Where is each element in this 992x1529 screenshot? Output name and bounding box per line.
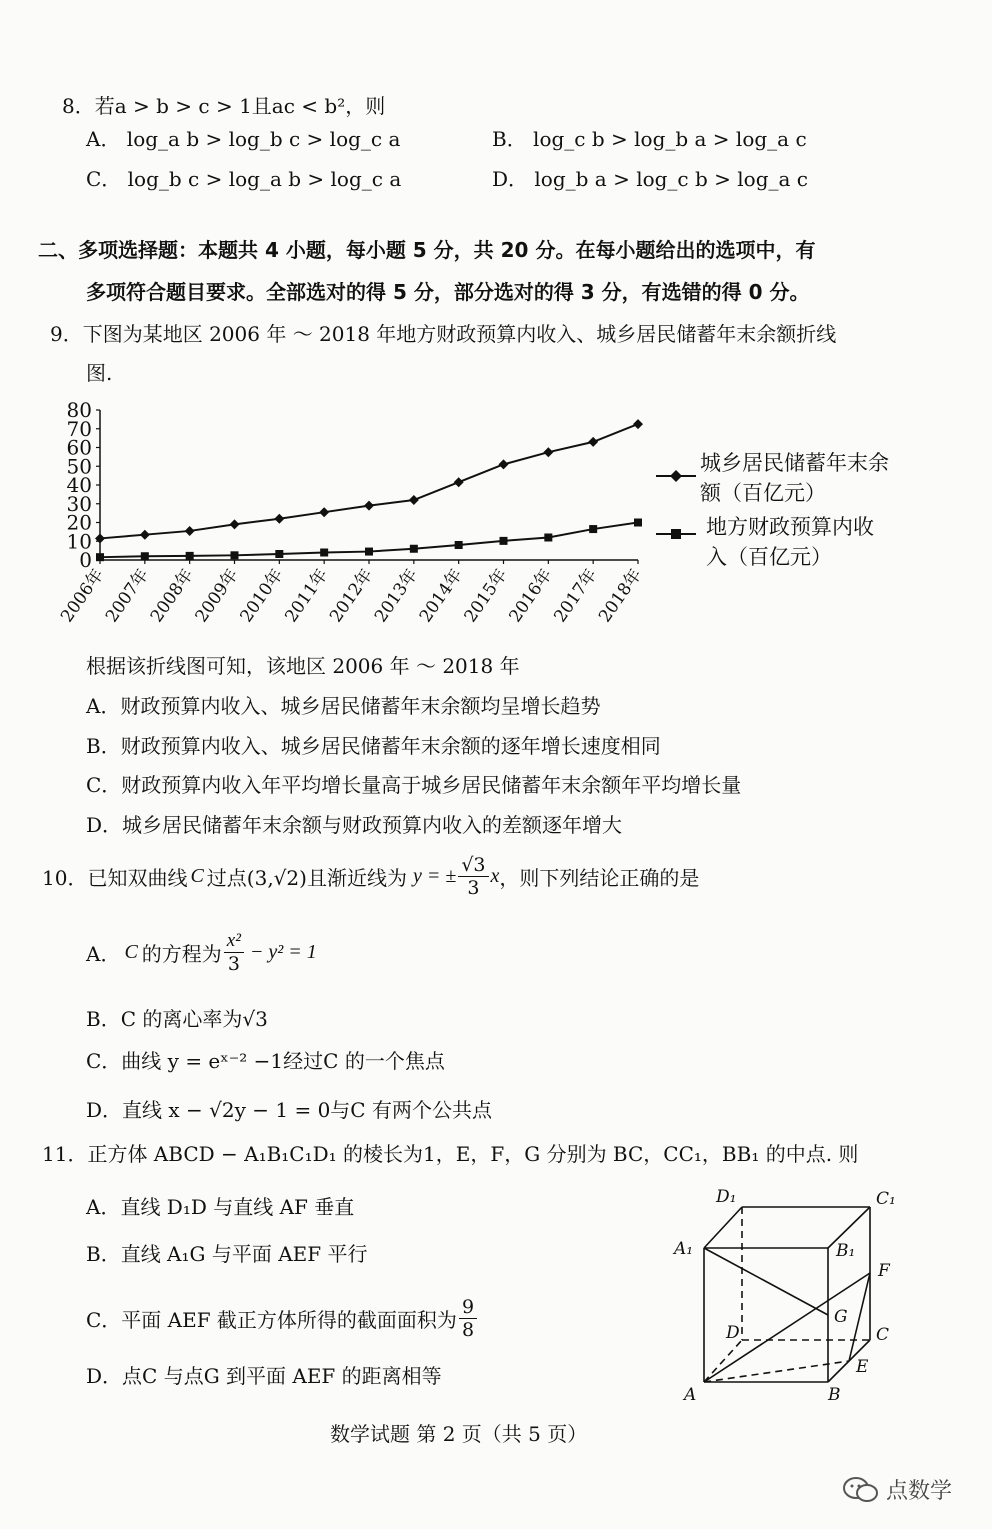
label-a: A [684, 1385, 697, 1405]
q11-stem: 11．正方体 ABCD − A₁B₁C₁D₁ 的棱长为1，E，F，G 分别为 BC，CC₁，BB₁ 的中点. 则 [42, 1142, 859, 1166]
q9-stem: 9．下图为某地区 2006 年 ～ 2018 年地方财政预算内收入、城乡居民储蓄年末余额折线 [50, 322, 837, 346]
line-chart [40, 395, 660, 655]
data-point-square [96, 553, 104, 561]
label-g: G [834, 1307, 848, 1327]
label-e: E [856, 1357, 869, 1377]
x-tick-label: 2011年 [281, 565, 333, 627]
label-c1: C₁ [876, 1189, 896, 1209]
q11-option-b: B．直线 A₁G 与平面 AEF 平行 [86, 1242, 368, 1266]
section2-title: 二、多项选择题：本题共 4 小题，每小题 5 分，共 20 分。在每小题给出的选项中，有 [38, 238, 816, 262]
x-tick-label: 2013年 [370, 565, 422, 627]
data-point-square [544, 534, 552, 542]
q9-option-d: D．城乡居民储蓄年末余额与财政预算内收入的差额逐年增大 [86, 813, 623, 837]
data-point-square [634, 519, 642, 527]
watermark-text: 点数学 [886, 1479, 953, 1504]
y-tick-label: 70 [66, 416, 92, 441]
q10-stem: 10．已知双曲线 C 过点(3,√2)且渐近线为 y = ± $\frac{√3}{3}$ x ，则下列结论正确的是 [42, 853, 700, 899]
y-tick-label: 60 [66, 435, 92, 460]
label-c: C [876, 1325, 890, 1345]
label-d: D [726, 1323, 740, 1343]
wechat-icon [842, 1475, 880, 1505]
y-tick-label: 10 [66, 529, 92, 554]
watermark [842, 1474, 952, 1505]
label-b: B [828, 1385, 841, 1405]
label-b1: B₁ [836, 1241, 856, 1261]
data-point-diamond [633, 419, 643, 429]
data-point-diamond [185, 526, 195, 536]
x-tick-label: 2014年 [415, 565, 467, 627]
x-tick-label: 2016年 [505, 565, 557, 627]
q8-option-a: A． log_a b > log_b c > log_c a [86, 127, 401, 151]
data-point-diamond [543, 447, 553, 457]
q10-option-b: B．C 的离心率为√3 [86, 1007, 268, 1031]
section2-title-cont: 多项符合题目要求。全部选对的得 5 分，部分选对的得 3 分，有选错的得 0 分。 [86, 280, 810, 304]
q8-option-b: B． log_c b > log_b a > log_a c [492, 127, 807, 151]
data-point-square [320, 549, 328, 557]
legend-square-marker [671, 529, 681, 539]
data-point-square [141, 552, 149, 560]
q9-option-b: B．财政预算内收入、城乡居民储蓄年末余额的逐年增长速度相同 [86, 734, 661, 758]
legend-revenue-label: 地方财政预算内收入（百亿元） [706, 515, 874, 569]
data-point-diamond [230, 519, 240, 529]
y-tick-label: 50 [66, 454, 92, 479]
q9-option-a: A．财政预算内收入、城乡居民储蓄年末余额均呈增长趋势 [86, 694, 601, 718]
x-tick-label: 2015年 [460, 565, 512, 627]
data-point-square [275, 550, 283, 558]
x-tick-label: 2007年 [101, 565, 153, 627]
data-point-diamond [319, 507, 329, 517]
q8-stem: 8．若a > b > c > 1且ac < b²，则 [62, 94, 386, 118]
label-d1: D₁ [716, 1187, 737, 1207]
legend-savings-label: 城乡居民储蓄年末余额（百亿元） [700, 451, 889, 505]
cube-figure [664, 1180, 904, 1410]
q9-after: 根据该折线图可知，该地区 2006 年 ～ 2018 年 [86, 654, 520, 678]
data-point-square [231, 551, 239, 559]
data-point-diamond [140, 530, 150, 540]
q9-stem-cont: 图. [86, 361, 113, 385]
x-tick-label: 2008年 [146, 565, 198, 627]
data-point-diamond [364, 501, 374, 511]
data-point-square [500, 537, 508, 545]
data-point-square [410, 545, 418, 553]
data-point-diamond [588, 437, 598, 447]
q10-option-c: C．曲线 y = eˣ⁻² −1经过C 的一个焦点 [86, 1049, 445, 1073]
data-point-diamond [499, 459, 509, 469]
data-point-diamond [274, 514, 284, 524]
label-a1: A₁ [674, 1239, 694, 1259]
q10-fraction: $\frac{√3}{3}$ [458, 854, 488, 899]
q11-option-d: D．点C 与点G 到平面 AEF 的距离相等 [86, 1364, 442, 1388]
x-tick-label: 2006年 [57, 565, 109, 627]
x-tick-label: 2009年 [191, 565, 243, 627]
q8-option-c: C． log_b c > log_a b > log_c a [86, 167, 402, 191]
x-tick-label: 2018年 [595, 565, 647, 627]
data-point-diamond [454, 477, 464, 487]
data-point-square [186, 552, 194, 560]
chart-legend-markers [652, 462, 702, 552]
x-tick-label: 2010年 [236, 565, 288, 627]
data-point-square [365, 548, 373, 556]
data-point-square [589, 525, 597, 533]
q8-option-d: D． log_b a > log_c b > log_a c [492, 167, 808, 191]
y-tick-label: 40 [66, 473, 92, 497]
x-tick-label: 2012年 [326, 565, 378, 627]
q9-option-c: C．财政预算内收入年平均增长量高于城乡居民储蓄年末余额年平均增长量 [86, 773, 742, 797]
y-tick-label: 20 [66, 510, 92, 535]
series-line-0 [100, 424, 638, 538]
q11-option-c: C．平面 AEF 截正方体所得的截面面积为 $\frac{9}{8}$ [86, 1288, 479, 1348]
y-tick-label: 30 [66, 491, 92, 516]
data-point-diamond [409, 495, 419, 505]
q10-option-a: A． C 的方程为 $\frac{\text{x²}}{3}$ − y² = 1 [86, 929, 317, 975]
legend-diamond-marker [670, 470, 682, 482]
x-tick-label: 2017年 [550, 565, 602, 627]
q11-option-a: A．直线 D₁D 与直线 AF 垂直 [86, 1195, 355, 1219]
data-point-square [455, 541, 463, 549]
q10-option-d: D．直线 x − √2y − 1 = 0与C 有两个公共点 [86, 1098, 492, 1122]
page-footer: 数学试题 第 2 页（共 5 页） [330, 1422, 588, 1446]
data-point-diamond [95, 533, 105, 543]
y-tick-label: 80 [66, 398, 92, 422]
y-tick-label: 0 [79, 548, 92, 572]
label-f: F [878, 1261, 890, 1281]
